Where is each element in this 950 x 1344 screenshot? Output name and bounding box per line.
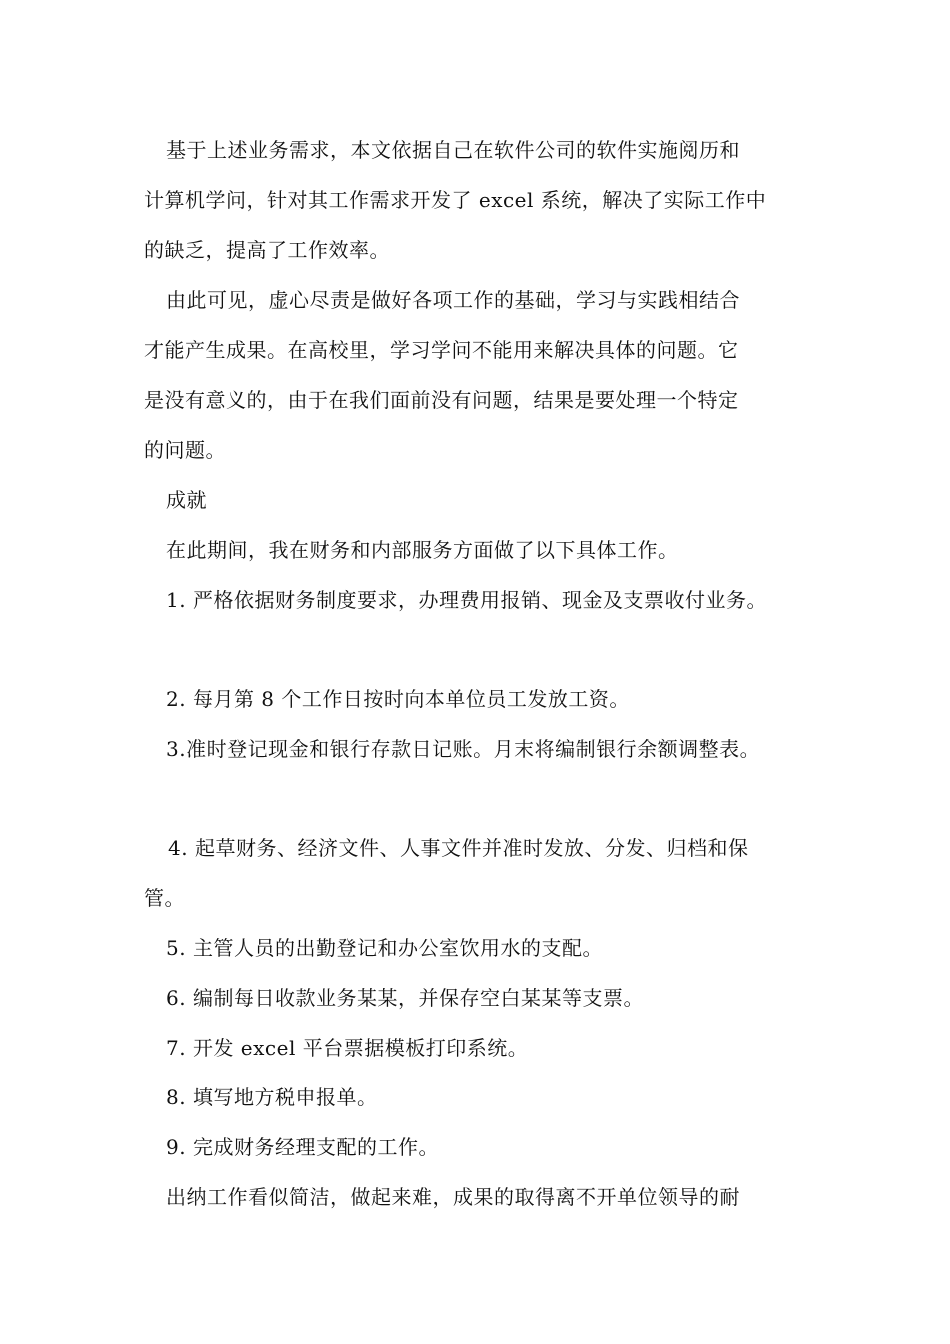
intro-line: 在此期间，我在财务和内部服务方面做了以下具体工作。	[166, 538, 679, 562]
paragraph-2-line-4: 的问题。	[144, 438, 226, 462]
list-item-3: 3.准时登记现金和银行存款日记账。月末将编制银行余额调整表。	[166, 737, 761, 761]
section-heading: 成就	[166, 488, 207, 512]
list-item-4-line-1: 4. 起草财务、经济文件、人事文件并准时发放、分发、归档和保	[168, 836, 749, 860]
list-item-1: 1. 严格依据财务制度要求，办理费用报销、现金及支票收付业务。	[166, 588, 767, 612]
paragraph-2-line-3: 是没有意义的，由于在我们面前没有问题，结果是要处理一个特定	[144, 388, 739, 412]
list-item-4-line-2: 管。	[144, 886, 185, 910]
list-item-6: 6. 编制每日收款业务某某，并保存空白某某等支票。	[166, 986, 644, 1010]
list-item-2: 2. 每月第 8 个工作日按时向本单位员工发放工资。	[166, 687, 630, 711]
closing-paragraph-line-1: 出纳工作看似简洁，做起来难，成果的取得离不开单位领导的耐	[166, 1185, 740, 1209]
paragraph-1-line-2: 计算机学问，针对其工作需求开发了 excel 系统，解决了实际工作中	[144, 188, 767, 212]
paragraph-1-line-1: 基于上述业务需求，本文依据自己在软件公司的软件实施阅历和	[166, 138, 740, 162]
paragraph-2-line-1: 由此可见，虚心尽责是做好各项工作的基础，学习与实践相结合	[166, 288, 740, 312]
list-item-7: 7. 开发 excel 平台票据模板打印系统。	[166, 1036, 529, 1060]
paragraph-1-line-3: 的缺乏，提高了工作效率。	[144, 238, 390, 262]
paragraph-2-line-2: 才能产生成果。在高校里，学习学问不能用来解决具体的问题。它	[144, 338, 739, 362]
list-item-5: 5. 主管人员的出勤登记和办公室饮用水的支配。	[166, 936, 603, 960]
list-item-9: 9. 完成财务经理支配的工作。	[166, 1135, 439, 1159]
list-item-8: 8. 填写地方税申报单。	[166, 1085, 378, 1109]
